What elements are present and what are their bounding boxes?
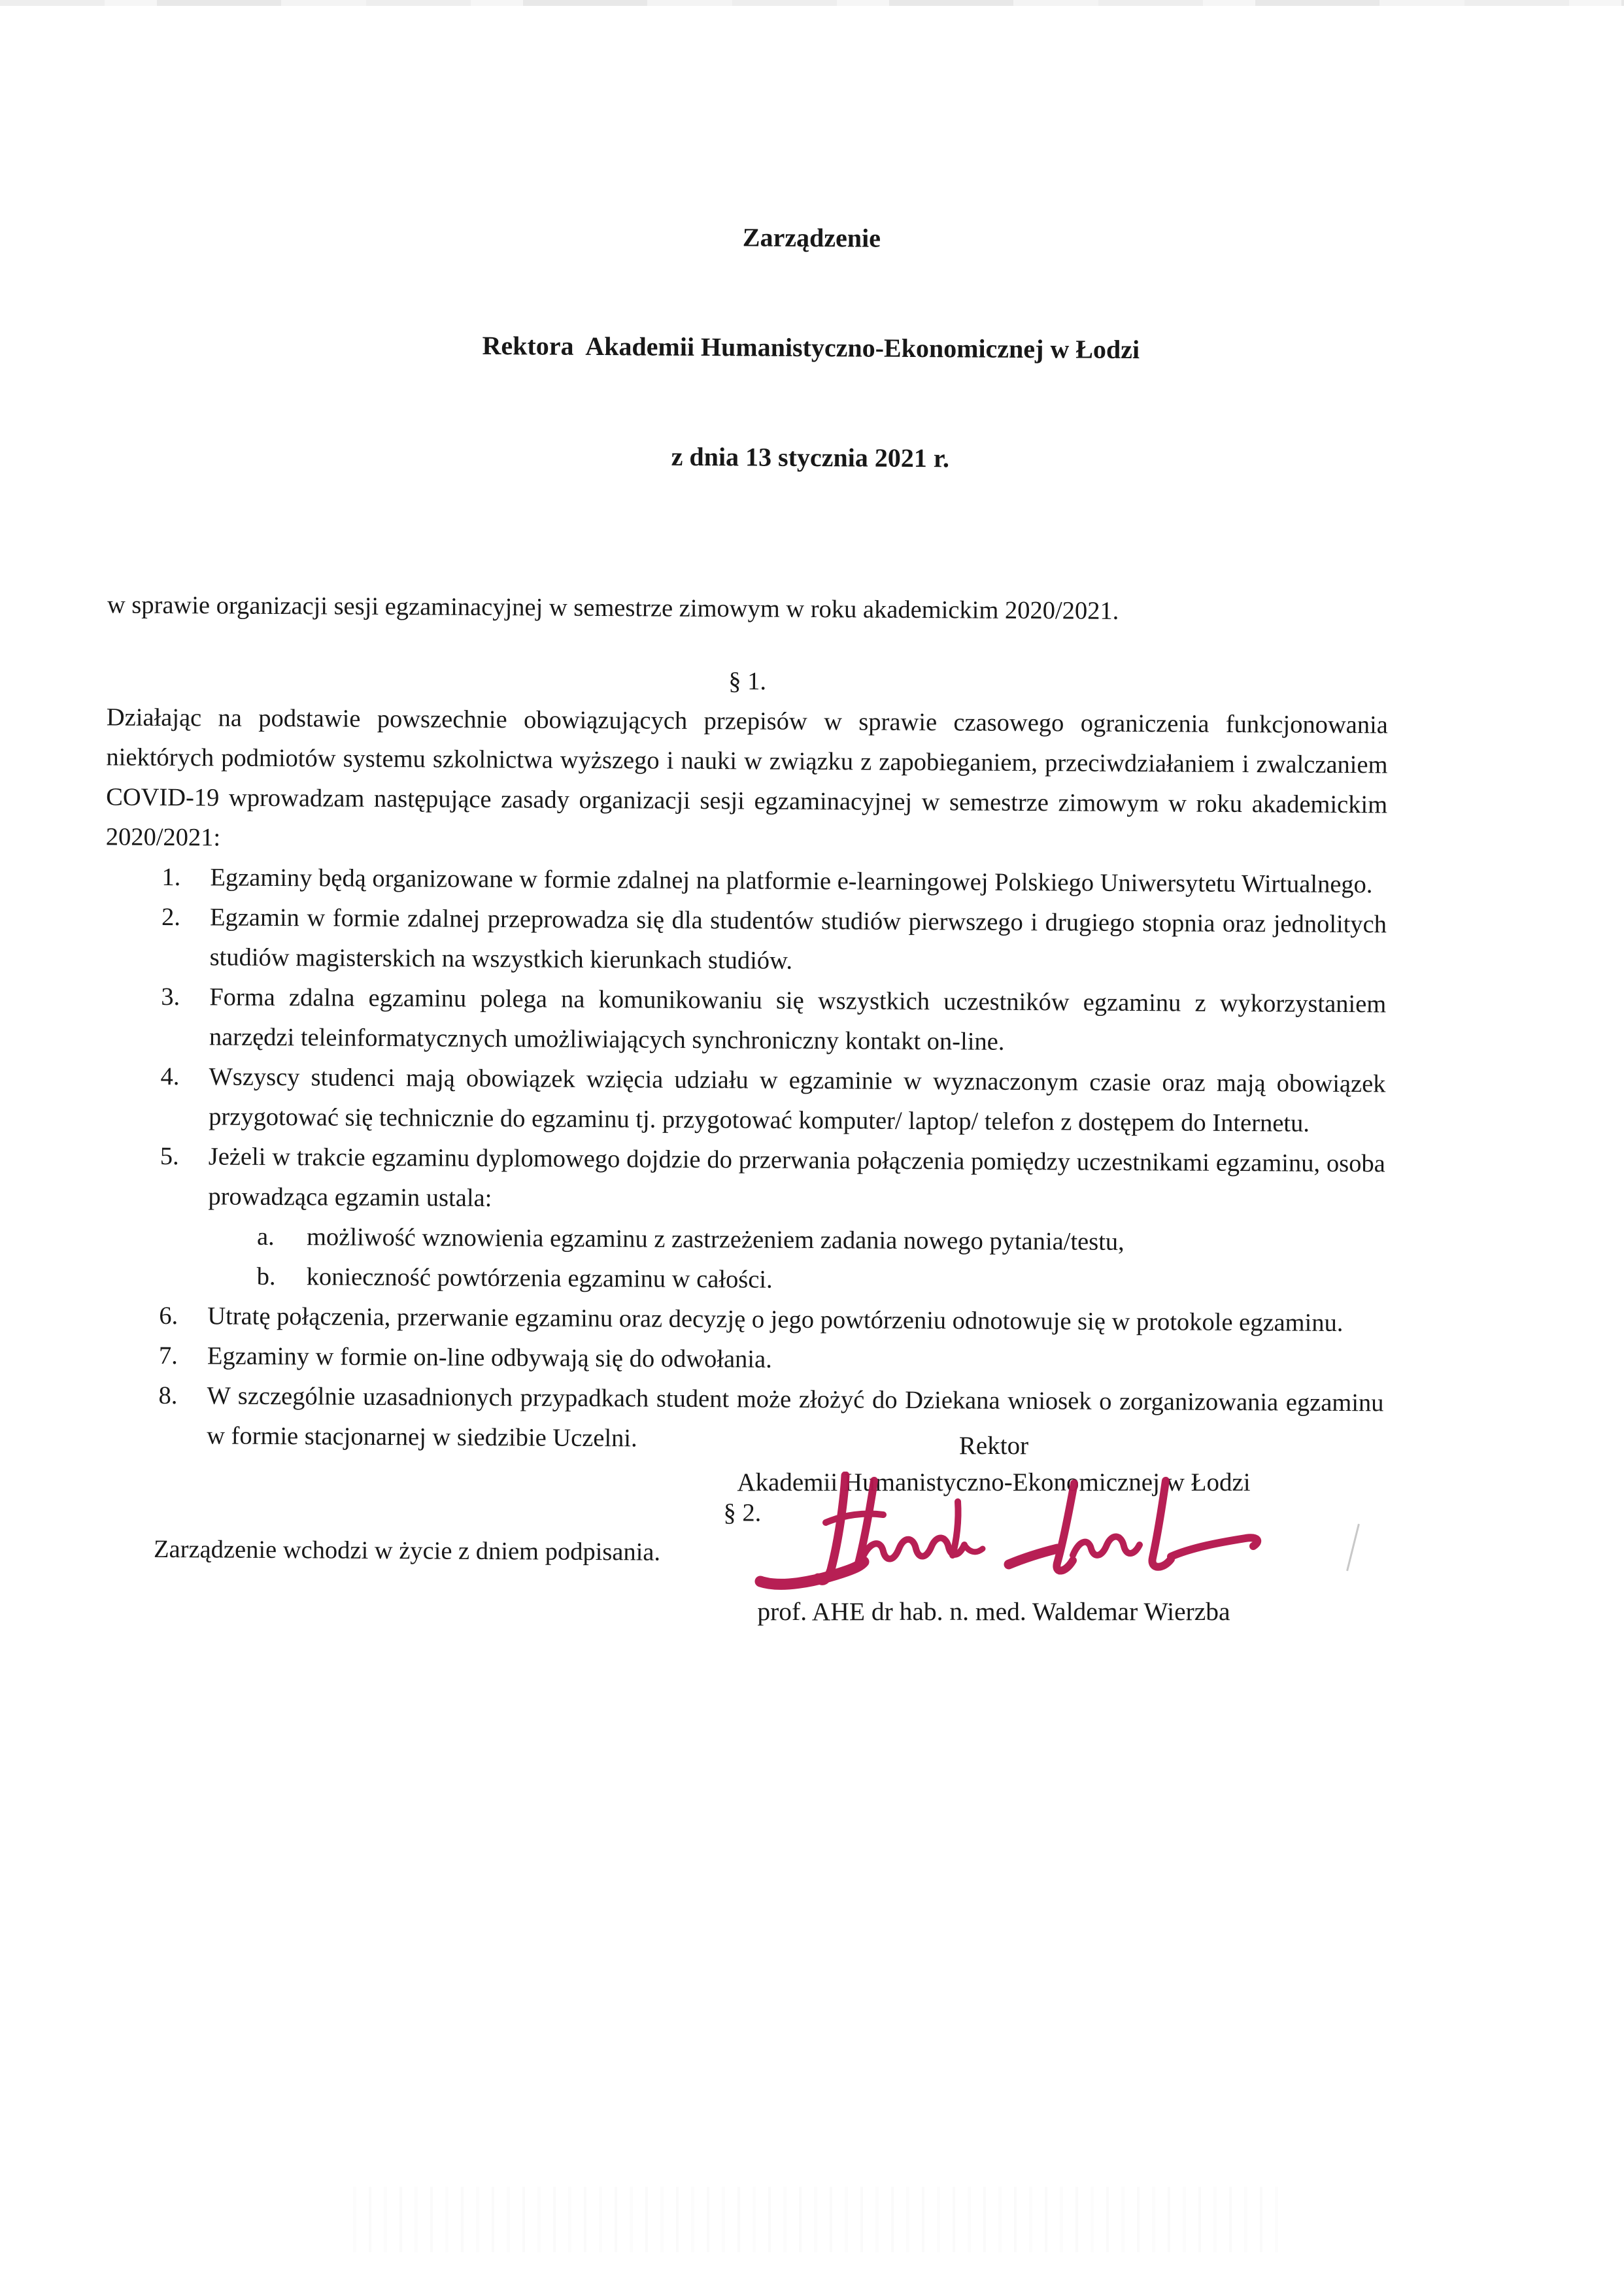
section2-text: Zarządzenie wchodzi w życie z dniem podpisania. [153, 1535, 661, 1566]
scanner-streak-artifact [353, 2187, 1288, 2252]
section2-heading: § 2. [723, 1499, 762, 1527]
list-item-number: 2. [161, 903, 181, 932]
list-item-text: Egzaminy w formie on-line odbywają się do odwołania. [207, 1342, 772, 1374]
list-item-number: 7. [158, 1341, 178, 1370]
list-item [105, 897, 1387, 985]
list-item-number: 8. [158, 1381, 178, 1410]
subitem-text: możliwość wznowienia egzaminu z zastrzeżeniem zadania nowego pytania/testu, [306, 1223, 1125, 1256]
list-item [103, 1136, 1385, 1224]
list-item-text: Forma zdalna egzaminu polega na komunikowaniu się wszystkich uczestników egzaminu z wykorzystaniem narzędzi teleinformatycznych umożliwiających synchroniczny kontakt on-line. [209, 983, 1387, 1056]
list-item-text: Jeżeli w trakcie egzaminu dyplomowego dojdzie do przerwania połączenia pomiędzy uczestnikami egzaminu, osoba prowadząca egzamin ustala: [208, 1143, 1385, 1213]
section1-heading: § 1. [728, 667, 767, 696]
section1-intro: Działając na podstawie powszechnie obowiązujących przepisów w sprawie czasowego ograniczenia funkcjonowania niektórych podmiotów systemu szkolnictwa wyższego i nauki w związku z zapobieganiem, przeciwdziałaniem i zwalczaniem COVID-19 wprowadzam następujące zasady organizacji sesji egzaminacyjnej w semestrze zimowym w roku akademickim 2020/2021: [105, 703, 1388, 852]
list-item-text: Utratę połączenia, przerwanie egzaminu oraz decyzję o jego powtórzeniu odnotowuje się w protokole egzaminu. [207, 1302, 1344, 1337]
list-item-number: 4. [160, 1062, 180, 1091]
list-item-number: 6. [159, 1302, 178, 1330]
signature-block [667, 1428, 1321, 1630]
list-item-text: Egzaminy będą organizowane w formie zdalnej na platformie e-learningowej Polskiego Uniwersytetu Wirtualnego. [210, 864, 1373, 899]
signature-name: prof. AHE dr hab. n. med. Waldemar Wierzba [757, 1597, 1230, 1626]
list-subitem [256, 1257, 1384, 1304]
list-subitem [257, 1217, 1385, 1264]
list-item-number: 1. [161, 863, 181, 892]
subitem-text: konieczność powtórzenia egzaminu w całości. [306, 1263, 773, 1294]
subitem-letter: b. [256, 1262, 276, 1291]
title-line-3: z dnia 13 stycznia 2021 r. [671, 441, 950, 473]
title-line-2: Rektora Akademii Humanistyczno-Ekonomicznej w Łodzi [482, 330, 1140, 365]
section1-list [102, 857, 1387, 1463]
list-item-text: Wszyscy studenci mają obowiązek wzięcia udziału w egzaminie w wyznaczonym czasie oraz mają obowiązek przygotować się technicznie do egzaminu tj. przygotować komputer/ laptop/ telefon z dostępem do Internetu. [209, 1063, 1386, 1138]
signature-role: Rektor [958, 1432, 1029, 1460]
document-title [167, 143, 1454, 553]
list-item [105, 977, 1387, 1064]
signature-institution: Akademii Humanistyczno-Ekonomicznej w Łodzi [737, 1468, 1251, 1496]
subject-line: w sprawie organizacji sesji egzaminacyjnej w semestrze zimowym w roku akademickim 2020/2021. [107, 591, 1119, 625]
handwritten-signature [734, 1472, 1277, 1609]
title-line-1: Zarządzenie [742, 222, 881, 253]
list-item-text: W szczególnie uzasadnionych przypadkach student może złożyć do Dziekana wniosek o zorganizowania egzaminu w formie stacjonarnej w siedzibie Uczelni. [207, 1382, 1384, 1453]
subitem-letter: a. [256, 1223, 275, 1251]
list-item [104, 1056, 1386, 1144]
list-item-text: Egzamin w formie zdalnej przeprowadza się dla studentów studiów pierwszego i drugiego stopnia oraz jednolitych studiów magisterskich na wszystkich kierunkach studiów. [209, 903, 1387, 975]
list-item-number: 3. [161, 983, 180, 1011]
list-item-number: 5. [160, 1142, 179, 1171]
